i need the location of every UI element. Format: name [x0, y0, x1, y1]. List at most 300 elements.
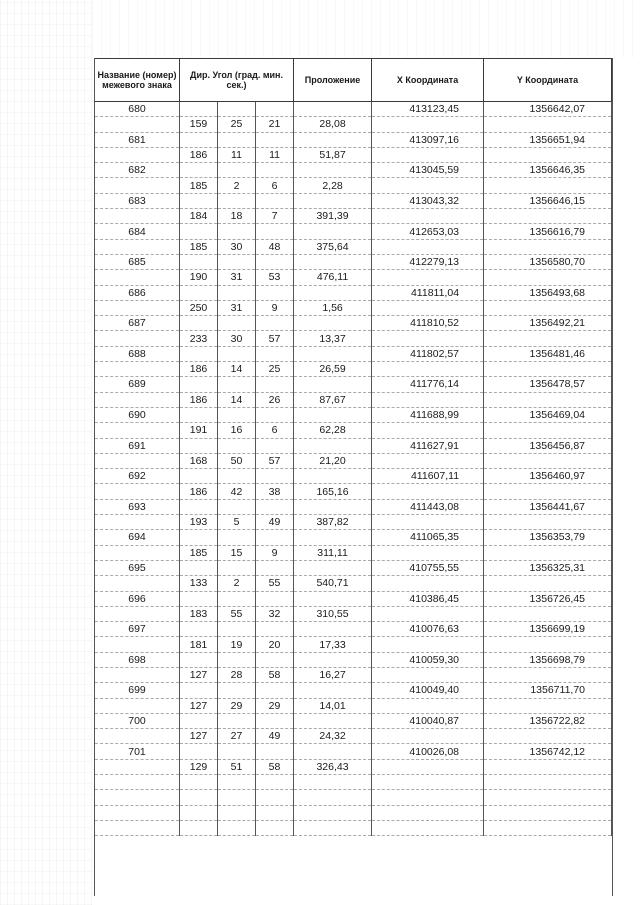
point-name-cell: 685: [95, 254, 180, 269]
point-name-cell: [95, 637, 180, 652]
empty-cell: [294, 790, 372, 805]
y-coordinate-cell: 1356642,07: [484, 102, 612, 117]
y-coordinate-cell: [484, 606, 612, 621]
angle-sec-cell: 48: [256, 239, 294, 254]
angle-deg-cell: 127: [180, 698, 218, 713]
angle-deg-cell: 233: [180, 331, 218, 346]
angle-min-cell: [218, 499, 256, 514]
y-coordinate-cell: [484, 178, 612, 193]
point-name-cell: [95, 729, 180, 744]
empty-cell: [372, 790, 484, 805]
angle-deg-cell: 181: [180, 637, 218, 652]
angle-deg-cell: [180, 683, 218, 698]
y-coordinate-cell: 1356456,87: [484, 438, 612, 453]
x-coordinate-cell: 410059,30: [372, 652, 484, 667]
angle-deg-cell: 185: [180, 178, 218, 193]
angle-sec-cell: [256, 438, 294, 453]
prolozhenie-cell: [294, 254, 372, 269]
y-coordinate-cell: 1356699,19: [484, 622, 612, 637]
prolozhenie-cell: [294, 591, 372, 606]
y-coordinate-cell: 1356478,57: [484, 377, 612, 392]
table-row-empty: [95, 775, 612, 790]
prolozhenie-cell: 311,11: [294, 545, 372, 560]
angle-deg-cell: [180, 254, 218, 269]
empty-cell: [372, 820, 484, 835]
angle-deg-cell: 168: [180, 453, 218, 468]
angle-min-cell: [218, 622, 256, 637]
point-name-cell: 680: [95, 102, 180, 117]
x-coordinate-cell: [372, 637, 484, 652]
angle-min-cell: 31: [218, 300, 256, 315]
empty-cell: [484, 820, 612, 835]
angle-deg-cell: 127: [180, 667, 218, 682]
prolozhenie-cell: 51,87: [294, 147, 372, 162]
angle-deg-cell: 193: [180, 515, 218, 530]
x-coordinate-cell: [372, 515, 484, 530]
angle-min-cell: 15: [218, 545, 256, 560]
y-coordinate-cell: [484, 484, 612, 499]
angle-sec-cell: 32: [256, 606, 294, 621]
prolozhenie-cell: [294, 224, 372, 239]
x-coordinate-cell: 412653,03: [372, 224, 484, 239]
y-coordinate-cell: [484, 239, 612, 254]
table-row: [95, 576, 612, 591]
angle-deg-cell: [180, 224, 218, 239]
table-row: [95, 209, 612, 224]
scan-noise-margin: [0, 0, 92, 905]
y-coordinate-cell: 1356646,35: [484, 163, 612, 178]
table-row: [95, 606, 612, 621]
empty-cell: [95, 820, 180, 835]
angle-sec-cell: 57: [256, 331, 294, 346]
table-row: [95, 667, 612, 682]
point-name-cell: 694: [95, 530, 180, 545]
prolozhenie-cell: 326,43: [294, 759, 372, 774]
x-coordinate-cell: [372, 606, 484, 621]
angle-min-cell: 19: [218, 637, 256, 652]
angle-deg-cell: [180, 560, 218, 575]
table-row: [95, 530, 612, 545]
angle-min-cell: 31: [218, 270, 256, 285]
angle-deg-cell: [180, 469, 218, 484]
angle-deg-cell: [180, 193, 218, 208]
angle-sec-cell: 6: [256, 423, 294, 438]
y-coordinate-cell: [484, 453, 612, 468]
angle-sec-cell: [256, 193, 294, 208]
x-coordinate-cell: 410755,55: [372, 560, 484, 575]
empty-cell: [180, 790, 218, 805]
x-coordinate-cell: 413043,32: [372, 193, 484, 208]
angle-min-cell: 16: [218, 423, 256, 438]
angle-sec-cell: 53: [256, 270, 294, 285]
angle-min-cell: 25: [218, 117, 256, 132]
y-coordinate-cell: 1356460,97: [484, 469, 612, 484]
empty-cell: [95, 775, 180, 790]
angle-deg-cell: [180, 438, 218, 453]
y-coordinate-cell: [484, 759, 612, 774]
table-row: [95, 147, 612, 162]
x-coordinate-cell: [372, 178, 484, 193]
point-name-cell: [95, 698, 180, 713]
angle-deg-cell: [180, 346, 218, 361]
angle-sec-cell: [256, 622, 294, 637]
table-row: [95, 407, 612, 422]
table-row: [95, 377, 612, 392]
prolozhenie-cell: [294, 285, 372, 300]
angle-sec-cell: [256, 713, 294, 728]
y-coordinate-cell: [484, 392, 612, 407]
angle-min-cell: [218, 591, 256, 606]
angle-min-cell: 55: [218, 606, 256, 621]
table-row: [95, 193, 612, 208]
x-coordinate-cell: 413097,16: [372, 132, 484, 147]
table-row: [95, 683, 612, 698]
header-angle: Дир. Угол (град. мин. сек.): [180, 59, 294, 102]
prolozhenie-cell: 387,82: [294, 515, 372, 530]
table-row-empty: [95, 820, 612, 835]
y-coordinate-cell: 1356580,70: [484, 254, 612, 269]
point-name-cell: 693: [95, 499, 180, 514]
prolozhenie-cell: 476,11: [294, 270, 372, 285]
angle-min-cell: 29: [218, 698, 256, 713]
point-name-cell: 683: [95, 193, 180, 208]
angle-min-cell: [218, 254, 256, 269]
angle-sec-cell: [256, 163, 294, 178]
point-name-cell: [95, 545, 180, 560]
angle-sec-cell: [256, 560, 294, 575]
y-coordinate-cell: [484, 270, 612, 285]
angle-min-cell: [218, 683, 256, 698]
prolozhenie-cell: [294, 683, 372, 698]
prolozhenie-cell: [294, 438, 372, 453]
angle-deg-cell: [180, 377, 218, 392]
angle-min-cell: 30: [218, 331, 256, 346]
angle-deg-cell: [180, 499, 218, 514]
angle-sec-cell: 25: [256, 362, 294, 377]
empty-cell: [95, 790, 180, 805]
header-prolozhenie: Проложение: [294, 59, 372, 102]
x-coordinate-cell: [372, 300, 484, 315]
angle-deg-cell: 133: [180, 576, 218, 591]
angle-deg-cell: [180, 316, 218, 331]
prolozhenie-cell: 24,32: [294, 729, 372, 744]
x-coordinate-cell: [372, 759, 484, 774]
point-name-cell: 700: [95, 713, 180, 728]
point-name-cell: 682: [95, 163, 180, 178]
empty-cell: [218, 790, 256, 805]
table-row: [95, 117, 612, 132]
angle-sec-cell: 9: [256, 545, 294, 560]
angle-sec-cell: [256, 316, 294, 331]
point-name-cell: 701: [95, 744, 180, 759]
prolozhenie-cell: [294, 744, 372, 759]
prolozhenie-cell: [294, 469, 372, 484]
angle-deg-cell: 127: [180, 729, 218, 744]
prolozhenie-cell: 14,01: [294, 698, 372, 713]
empty-cell: [372, 805, 484, 820]
x-coordinate-cell: 413045,59: [372, 163, 484, 178]
point-name-cell: [95, 759, 180, 774]
angle-sec-cell: 20: [256, 637, 294, 652]
x-coordinate-cell: [372, 239, 484, 254]
table-row-empty: [95, 790, 612, 805]
angle-min-cell: 27: [218, 729, 256, 744]
angle-deg-cell: [180, 163, 218, 178]
empty-cell: [180, 820, 218, 835]
angle-sec-cell: 57: [256, 453, 294, 468]
x-coordinate-cell: [372, 698, 484, 713]
header-name: Название (номер) межевого знака: [95, 59, 180, 102]
empty-cell: [294, 820, 372, 835]
angle-sec-cell: [256, 377, 294, 392]
table-body: [95, 102, 612, 836]
point-name-cell: [95, 453, 180, 468]
point-name-cell: [95, 300, 180, 315]
empty-cell: [256, 775, 294, 790]
table-row: [95, 744, 612, 759]
angle-min-cell: [218, 316, 256, 331]
empty-cell: [484, 805, 612, 820]
angle-sec-cell: [256, 346, 294, 361]
angle-sec-cell: [256, 102, 294, 117]
empty-cell: [95, 805, 180, 820]
table-row: [95, 362, 612, 377]
x-coordinate-cell: 410049,40: [372, 683, 484, 698]
table-row: [95, 484, 612, 499]
prolozhenie-cell: [294, 193, 372, 208]
y-coordinate-cell: 1356616,79: [484, 224, 612, 239]
prolozhenie-cell: [294, 560, 372, 575]
y-coordinate-cell: [484, 545, 612, 560]
point-name-cell: 699: [95, 683, 180, 698]
table-row: [95, 622, 612, 637]
angle-min-cell: [218, 193, 256, 208]
angle-min-cell: [218, 163, 256, 178]
y-coordinate-cell: 1356441,67: [484, 499, 612, 514]
y-coordinate-cell: [484, 147, 612, 162]
y-coordinate-cell: [484, 209, 612, 224]
point-name-cell: [95, 209, 180, 224]
angle-sec-cell: [256, 683, 294, 698]
prolozhenie-cell: 13,37: [294, 331, 372, 346]
table-row: [95, 698, 612, 713]
angle-sec-cell: 58: [256, 759, 294, 774]
y-coordinate-cell: [484, 729, 612, 744]
header-x: X Координата: [372, 59, 484, 102]
prolozhenie-cell: 16,27: [294, 667, 372, 682]
angle-min-cell: [218, 224, 256, 239]
table-row: [95, 102, 612, 117]
table-row: [95, 254, 612, 269]
point-name-cell: [95, 239, 180, 254]
point-name-cell: 681: [95, 132, 180, 147]
angle-min-cell: [218, 132, 256, 147]
point-name-cell: [95, 178, 180, 193]
x-coordinate-cell: 411811,04: [372, 285, 484, 300]
point-name-cell: 697: [95, 622, 180, 637]
y-coordinate-cell: [484, 637, 612, 652]
angle-sec-cell: 11: [256, 147, 294, 162]
prolozhenie-cell: 165,16: [294, 484, 372, 499]
prolozhenie-cell: [294, 346, 372, 361]
y-coordinate-cell: [484, 667, 612, 682]
point-name-cell: 689: [95, 377, 180, 392]
table-row: [95, 346, 612, 361]
point-name-cell: 692: [95, 469, 180, 484]
empty-cell: [484, 775, 612, 790]
angle-sec-cell: 26: [256, 392, 294, 407]
x-coordinate-cell: 411688,99: [372, 407, 484, 422]
prolozhenie-cell: [294, 530, 372, 545]
angle-deg-cell: 129: [180, 759, 218, 774]
x-coordinate-cell: [372, 667, 484, 682]
angle-deg-cell: 183: [180, 606, 218, 621]
table-row: [95, 545, 612, 560]
angle-deg-cell: [180, 744, 218, 759]
point-name-cell: 698: [95, 652, 180, 667]
table-row: [95, 652, 612, 667]
table-row: [95, 300, 612, 315]
empty-cell: [294, 775, 372, 790]
angle-deg-cell: 186: [180, 147, 218, 162]
empty-cell: [218, 820, 256, 835]
scan-noise-top: [92, 0, 640, 58]
point-name-cell: 690: [95, 407, 180, 422]
empty-cell: [484, 790, 612, 805]
angle-sec-cell: 6: [256, 178, 294, 193]
table-row: [95, 591, 612, 606]
empty-cell: [256, 805, 294, 820]
angle-deg-cell: [180, 652, 218, 667]
empty-cell: [218, 775, 256, 790]
prolozhenie-cell: [294, 622, 372, 637]
angle-sec-cell: [256, 652, 294, 667]
prolozhenie-cell: 28,08: [294, 117, 372, 132]
x-coordinate-cell: [372, 117, 484, 132]
angle-min-cell: [218, 744, 256, 759]
x-coordinate-cell: 411802,57: [372, 346, 484, 361]
point-name-cell: 687: [95, 316, 180, 331]
table-row: [95, 224, 612, 239]
angle-sec-cell: [256, 499, 294, 514]
x-coordinate-cell: 411627,91: [372, 438, 484, 453]
y-coordinate-cell: 1356325,31: [484, 560, 612, 575]
x-coordinate-cell: 411443,08: [372, 499, 484, 514]
prolozhenie-cell: [294, 499, 372, 514]
table-row: [95, 239, 612, 254]
angle-min-cell: 42: [218, 484, 256, 499]
x-coordinate-cell: [372, 362, 484, 377]
x-coordinate-cell: 413123,45: [372, 102, 484, 117]
angle-deg-cell: [180, 407, 218, 422]
angle-min-cell: 30: [218, 239, 256, 254]
y-coordinate-cell: [484, 515, 612, 530]
point-name-cell: [95, 362, 180, 377]
prolozhenie-cell: 391,39: [294, 209, 372, 224]
prolozhenie-cell: [294, 102, 372, 117]
prolozhenie-cell: [294, 316, 372, 331]
angle-min-cell: 18: [218, 209, 256, 224]
angle-min-cell: 2: [218, 178, 256, 193]
prolozhenie-cell: [294, 163, 372, 178]
y-coordinate-cell: 1356492,21: [484, 316, 612, 331]
angle-min-cell: 28: [218, 667, 256, 682]
point-name-cell: [95, 667, 180, 682]
x-coordinate-cell: 410386,45: [372, 591, 484, 606]
y-coordinate-cell: 1356742,12: [484, 744, 612, 759]
empty-cell: [180, 805, 218, 820]
point-name-cell: 684: [95, 224, 180, 239]
point-name-cell: [95, 606, 180, 621]
table-row: [95, 515, 612, 530]
point-name-cell: [95, 270, 180, 285]
point-name-cell: 696: [95, 591, 180, 606]
prolozhenie-cell: [294, 713, 372, 728]
angle-min-cell: [218, 652, 256, 667]
angle-deg-cell: 186: [180, 392, 218, 407]
point-name-cell: [95, 576, 180, 591]
angle-min-cell: [218, 377, 256, 392]
point-name-cell: [95, 484, 180, 499]
angle-min-cell: [218, 530, 256, 545]
point-name-cell: [95, 515, 180, 530]
x-coordinate-cell: [372, 270, 484, 285]
angle-sec-cell: 49: [256, 515, 294, 530]
prolozhenie-cell: 2,28: [294, 178, 372, 193]
x-coordinate-cell: [372, 576, 484, 591]
angle-deg-cell: [180, 285, 218, 300]
angle-sec-cell: 49: [256, 729, 294, 744]
x-coordinate-cell: [372, 423, 484, 438]
table-row: [95, 316, 612, 331]
y-coordinate-cell: [484, 698, 612, 713]
table-row: [95, 759, 612, 774]
table-row: [95, 499, 612, 514]
y-coordinate-cell: 1356481,46: [484, 346, 612, 361]
point-name-cell: 688: [95, 346, 180, 361]
angle-sec-cell: 21: [256, 117, 294, 132]
angle-sec-cell: [256, 254, 294, 269]
angle-sec-cell: 9: [256, 300, 294, 315]
x-coordinate-cell: 411776,14: [372, 377, 484, 392]
angle-sec-cell: 38: [256, 484, 294, 499]
angle-sec-cell: [256, 744, 294, 759]
angle-min-cell: [218, 285, 256, 300]
y-coordinate-cell: 1356726,45: [484, 591, 612, 606]
empty-cell: [372, 775, 484, 790]
y-coordinate-cell: 1356722,82: [484, 713, 612, 728]
prolozhenie-cell: [294, 407, 372, 422]
prolozhenie-cell: 21,20: [294, 453, 372, 468]
x-coordinate-cell: 411065,35: [372, 530, 484, 545]
table-row: [95, 392, 612, 407]
table-row: [95, 285, 612, 300]
x-coordinate-cell: [372, 545, 484, 560]
x-coordinate-cell: [372, 392, 484, 407]
table-row: [95, 637, 612, 652]
y-coordinate-cell: 1356698,79: [484, 652, 612, 667]
x-coordinate-cell: 411810,52: [372, 316, 484, 331]
angle-deg-cell: 186: [180, 362, 218, 377]
angle-deg-cell: [180, 713, 218, 728]
angle-deg-cell: 186: [180, 484, 218, 499]
angle-deg-cell: 184: [180, 209, 218, 224]
prolozhenie-cell: [294, 132, 372, 147]
point-name-cell: [95, 147, 180, 162]
table-row: [95, 729, 612, 744]
table-row: [95, 423, 612, 438]
angle-min-cell: 11: [218, 147, 256, 162]
